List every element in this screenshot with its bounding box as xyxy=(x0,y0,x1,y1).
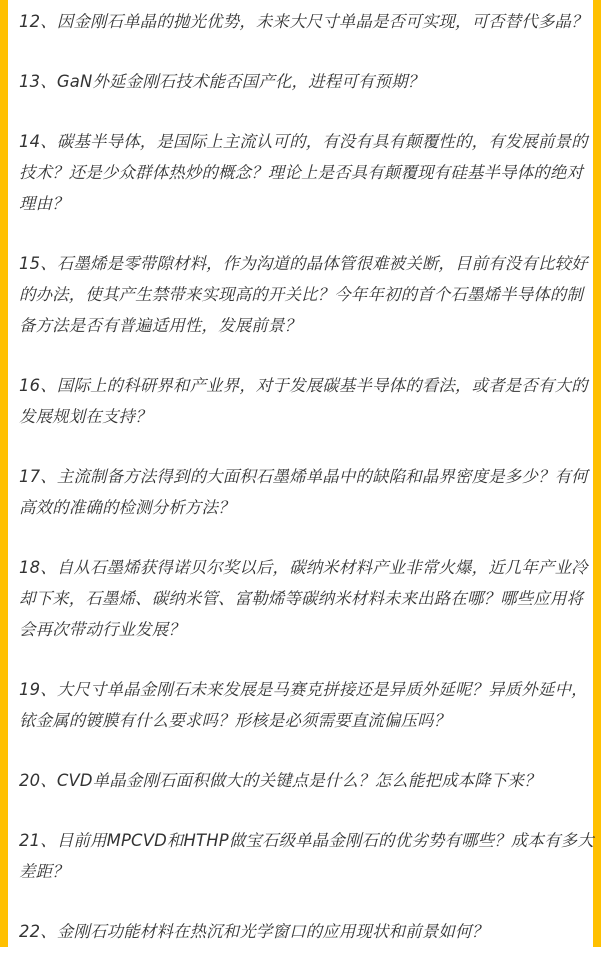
question-17: 17、主流制备方法得到的大面积石墨烯单晶中的缺陷和晶界密度是多少？有何高效的准确的检测分析方法？ xyxy=(19,467,588,517)
question-18: 18、自从石墨烯获得诺贝尔奖以后，碳纳米材料产业非常火爆，近几年产业冷却下来，石墨烯、碳纳米管、富勒烯等碳纳米材料未来出路在哪？哪些应用将会再次带动行业发展？ xyxy=(19,558,588,639)
question-20: 20、CVD单晶金刚石面积做大的关键点是什么？怎么能把成本降下来？ xyxy=(19,771,541,790)
question-22: 22、金刚石功能材料在热沉和光学窗口的应用现状和前景如何？ xyxy=(19,922,489,941)
question-21: 21、目前用MPCVD和HTHP做宝石级单晶金刚石的优劣势有哪些？成本有多大差距？ xyxy=(19,831,594,881)
question-15: 15、石墨烯是零带隙材料，作为沟道的晶体管很难被关断，目前有没有比较好的办法，使其产生禁带来实现高的开关比？今年年初的首个石墨烯半导体的制备方法是否有普遍适用性，发展前景？ xyxy=(19,254,588,335)
question-14: 14、碳基半导体，是国际上主流认可的，有没有具有颠覆性的，有发展前景的技术？还是少众群体热炒的概念？理论上是否具有颠覆现有硅基半导体的绝对理由？ xyxy=(19,132,588,213)
question-list xyxy=(19,6,598,976)
question-12: 12、因金刚石单晶的抛光优势，未来大尺寸单晶是否可实现，可否替代多晶？ xyxy=(19,12,588,31)
question-19: 19、大尺寸单晶金刚石未来发展是马赛克拼接还是异质外延呢？异质外延中，铱金属的镀膜有什么要求吗？形核是必须需要直流偏压吗？ xyxy=(19,680,588,730)
question-16: 16、国际上的科研界和产业界，对于发展碳基半导体的看法，或者是否有大的发展规划在支持？ xyxy=(19,376,588,426)
question-13: 13、GaN外延金刚石技术能否国产化，进程可有预期？ xyxy=(19,72,425,91)
